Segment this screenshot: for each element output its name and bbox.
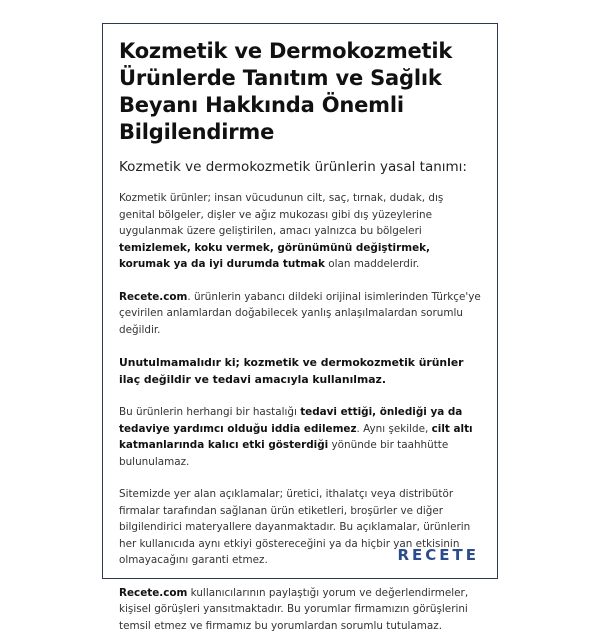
text: kullanıcılarının paylaştığı yorum ve değerlendirmeler, kişisel görüşleri yansıtmaktadır. Bu yorumlar firmamızın görüşlerini temsil etmez ve firmamız bu yorumlardan sorumlu tutulamaz. [119, 587, 468, 632]
page-title: Kozmetik ve Dermokozmetik Ürünlerde Tanıtım ve Sağlık Beyanı Hakkında Önemli Bilgilendirme [119, 38, 481, 146]
paragraph-claims [119, 404, 481, 470]
text: yönünde bir taahhütte bulunulamaz. [119, 439, 448, 468]
paragraph-not-medicine [119, 354, 481, 388]
brand-mention: Recete.com [119, 587, 187, 599]
paragraph-reviews [119, 585, 481, 634]
bold-text: Unutulmamalıdır ki; kozmetik ve dermokozmetik ürünler ilaç değildir ve tedavi amacıyla kullanılmaz. [119, 356, 463, 386]
disclaimer-card [102, 23, 498, 579]
text: Kozmetik ürünler; insan vücudunun cilt, saç, tırnak, dudak, dış genital bölgeler, dişler ve ağız mukozası gibi dış yüzeylerine uygulanmak üzere geliştirilen, amacı yalnızca bu bölgeleri [119, 192, 443, 237]
text: Sitemizde yer alan açıklamalar; üretici, ithalatçı veya distribütör firmalar tarafından sağlanan ürün etiketleri, broşürler ve diğer bilgilendirici materyallere dayanmaktadır. Bu açıklamalar, ürünlerin her kullanıcıda aynı etkiyi göstereceğini ya da hiçbir yan etkisinin olmayacağını garanti etmez. [119, 488, 470, 566]
text: . ürünlerin yabancı dildeki orijinal isimlerinden Türkçe'ye çevirilen anlamlardan doğabilecek yanlış anlaşılmalardan sorumlu değildir. [119, 291, 481, 336]
paragraph-translation [119, 289, 481, 339]
paragraph-definition [119, 190, 481, 273]
text: olan maddelerdir. [325, 258, 419, 270]
brand-mention: Recete.com [119, 291, 187, 303]
bold-text: temizlemek, koku vermek, görünümünü değiştirmek, korumak ya da iyi durumda tutmak [119, 242, 430, 271]
bold-text: tedavi ettiği, önlediği ya da tedaviye yardımcı olduğu iddia edilemez [119, 406, 462, 435]
brand-logo: RECETE [397, 546, 479, 564]
bold-text: cilt altı katmanlarında kalıcı etki gösterdiği [119, 423, 473, 452]
text: . Aynı şekilde, [357, 423, 432, 435]
text: Bu ürünlerin herhangi bir hastalığı [119, 406, 300, 418]
section-subtitle: Kozmetik ve dermokozmetik ürünlerin yasal tanımı: [119, 158, 481, 176]
